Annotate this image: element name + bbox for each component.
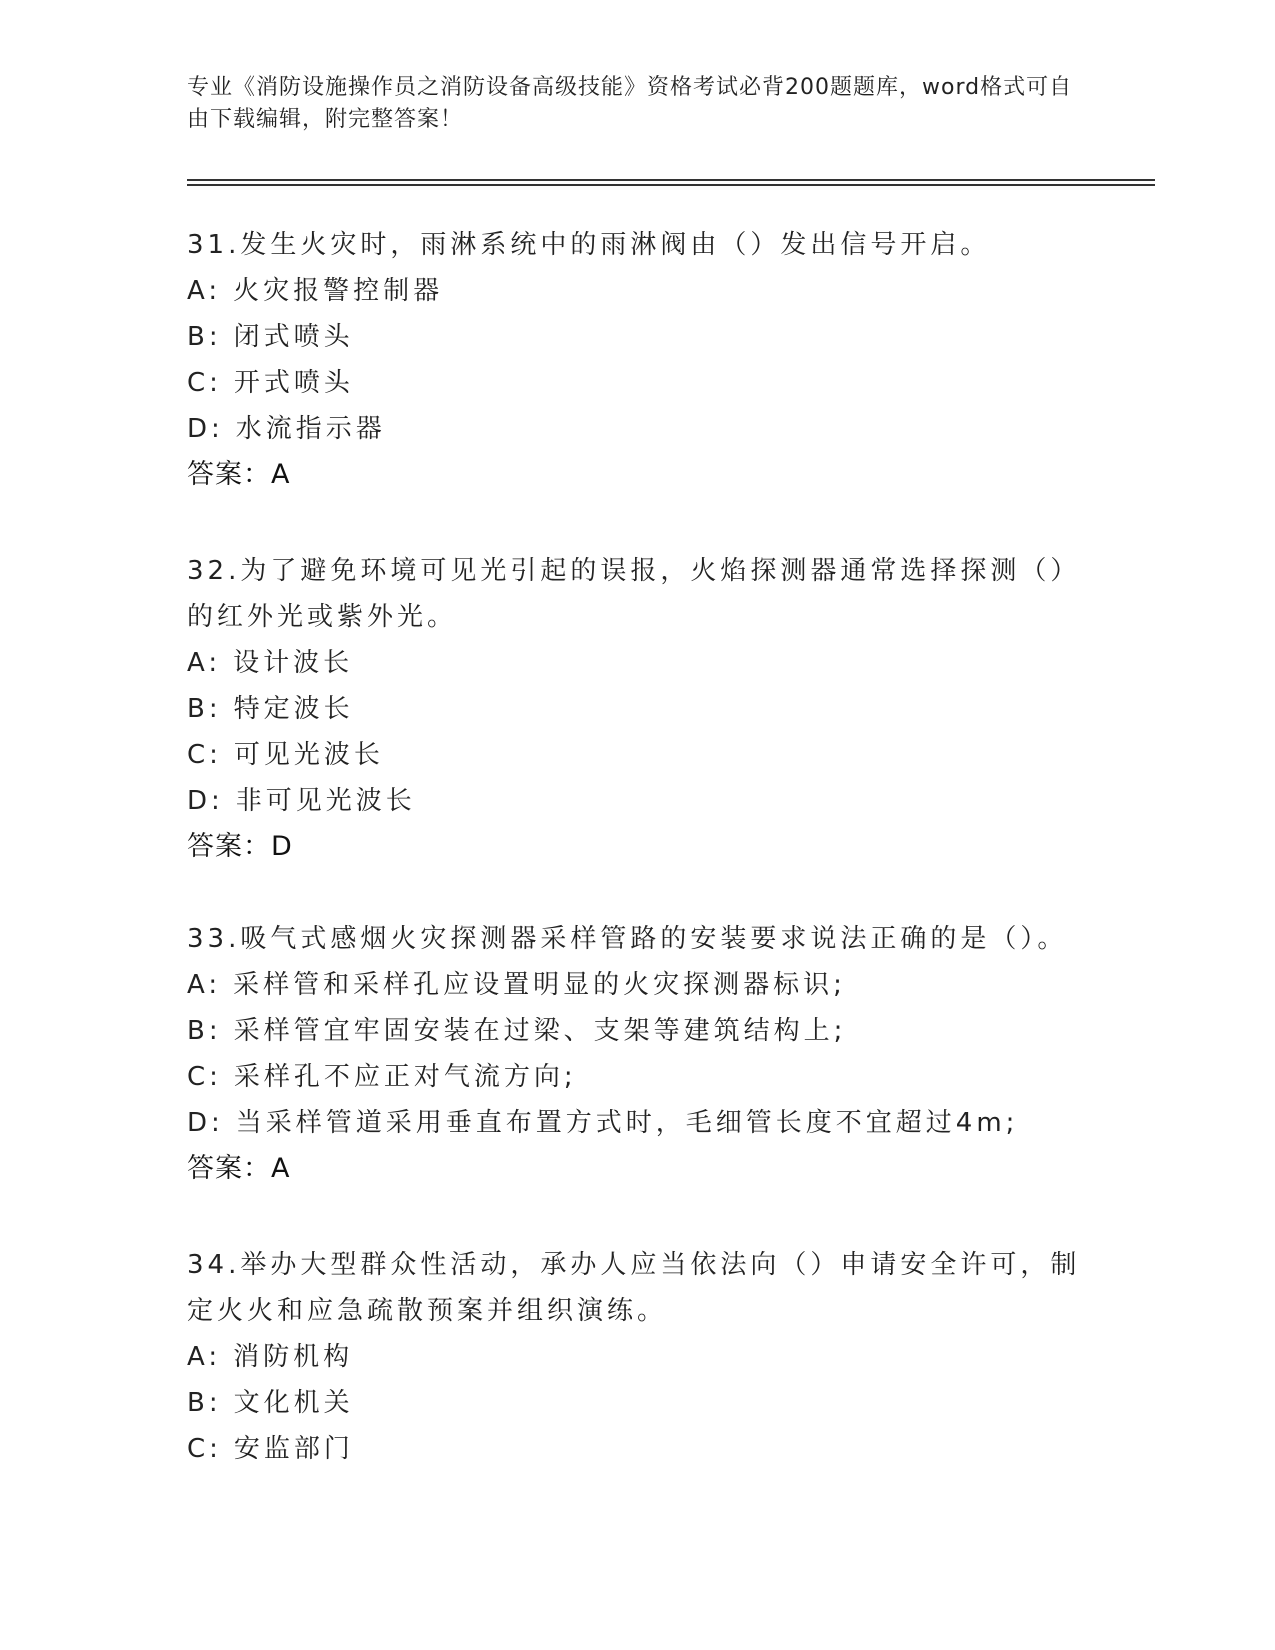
question-34 — [187, 1242, 1087, 1472]
option-text: 闭式喷头 — [233, 322, 354, 352]
header-divider-bottom — [187, 184, 1155, 186]
option-b — [187, 314, 1087, 360]
answer-line: 答案：A — [187, 1153, 291, 1184]
option-b — [187, 1380, 1087, 1426]
option-key: C: — [187, 1434, 222, 1464]
option-text: 火灾报警控制器 — [233, 276, 444, 306]
option-key: A: — [187, 1342, 222, 1372]
option-key: D: — [187, 786, 224, 816]
option-text: 可见光波长 — [233, 740, 384, 770]
option-key: C: — [187, 1062, 222, 1092]
option-text: 开式喷头 — [233, 368, 354, 398]
option-key: B: — [187, 1388, 222, 1418]
option-key: A: — [187, 970, 222, 1000]
answer-line: 答案：A — [187, 459, 291, 490]
option-key: B: — [187, 1016, 222, 1046]
question-33 — [187, 916, 1087, 1192]
option-a — [187, 268, 1087, 314]
option-text: 采样管和采样孔应设置明显的火灾探测器标识; — [233, 970, 846, 1000]
option-text: 非可见光波长 — [235, 786, 416, 816]
option-c — [187, 360, 1087, 406]
option-a — [187, 640, 1087, 686]
option-text: 水流指示器 — [235, 414, 386, 444]
option-text: 文化机关 — [233, 1388, 354, 1418]
question-32 — [187, 548, 1087, 870]
option-c — [187, 1426, 1087, 1472]
question-31 — [187, 222, 1087, 498]
option-key: C: — [187, 368, 222, 398]
option-key: A: — [187, 648, 222, 678]
option-d — [187, 1100, 1087, 1146]
option-b — [187, 1008, 1087, 1054]
header-text: 专业《消防设施操作员之消防设备高级技能》资格考试必背200题题库，word格式可自由下载编辑，附完整答案！ — [187, 75, 1073, 132]
option-text: 采样孔不应正对气流方向; — [233, 1062, 577, 1092]
header-divider-top — [187, 179, 1155, 181]
option-text: 设计波长 — [233, 648, 354, 678]
question-stem: 31.发生火灾时，雨淋系统中的雨淋阀由（）发出信号开启。 — [187, 230, 991, 260]
option-text: 安监部门 — [233, 1434, 354, 1464]
option-key: D: — [187, 414, 224, 444]
option-text: 采样管宜牢固安装在过梁、支架等建筑结构上; — [233, 1016, 847, 1046]
option-text: 当采样管道采用垂直布置方式时，毛细管长度不宜超过4m; — [235, 1108, 1019, 1138]
document-header — [187, 72, 1087, 136]
option-text: 特定波长 — [233, 694, 354, 724]
option-b — [187, 686, 1087, 732]
question-stem: 32.为了避免环境可见光引起的误报，火焰探测器通常选择探测（）的红外光或紫外光。 — [187, 556, 1081, 632]
option-d — [187, 406, 1087, 452]
option-text: 消防机构 — [233, 1342, 354, 1372]
option-key: C: — [187, 740, 222, 770]
question-stem: 34.举办大型群众性活动，承办人应当依法向（）申请安全许可，制定火火和应急疏散预案并组织演练。 — [187, 1250, 1081, 1326]
option-key: B: — [187, 694, 222, 724]
option-a — [187, 1334, 1087, 1380]
option-d — [187, 778, 1087, 824]
option-key: D: — [187, 1108, 224, 1138]
option-c — [187, 732, 1087, 778]
option-a — [187, 962, 1087, 1008]
answer-line: 答案：D — [187, 831, 293, 862]
option-key: B: — [187, 322, 222, 352]
question-stem: 33.吸气式感烟火灾探测器采样管路的安装要求说法正确的是（）。 — [187, 924, 1068, 954]
option-key: A: — [187, 276, 222, 306]
option-c — [187, 1054, 1087, 1100]
